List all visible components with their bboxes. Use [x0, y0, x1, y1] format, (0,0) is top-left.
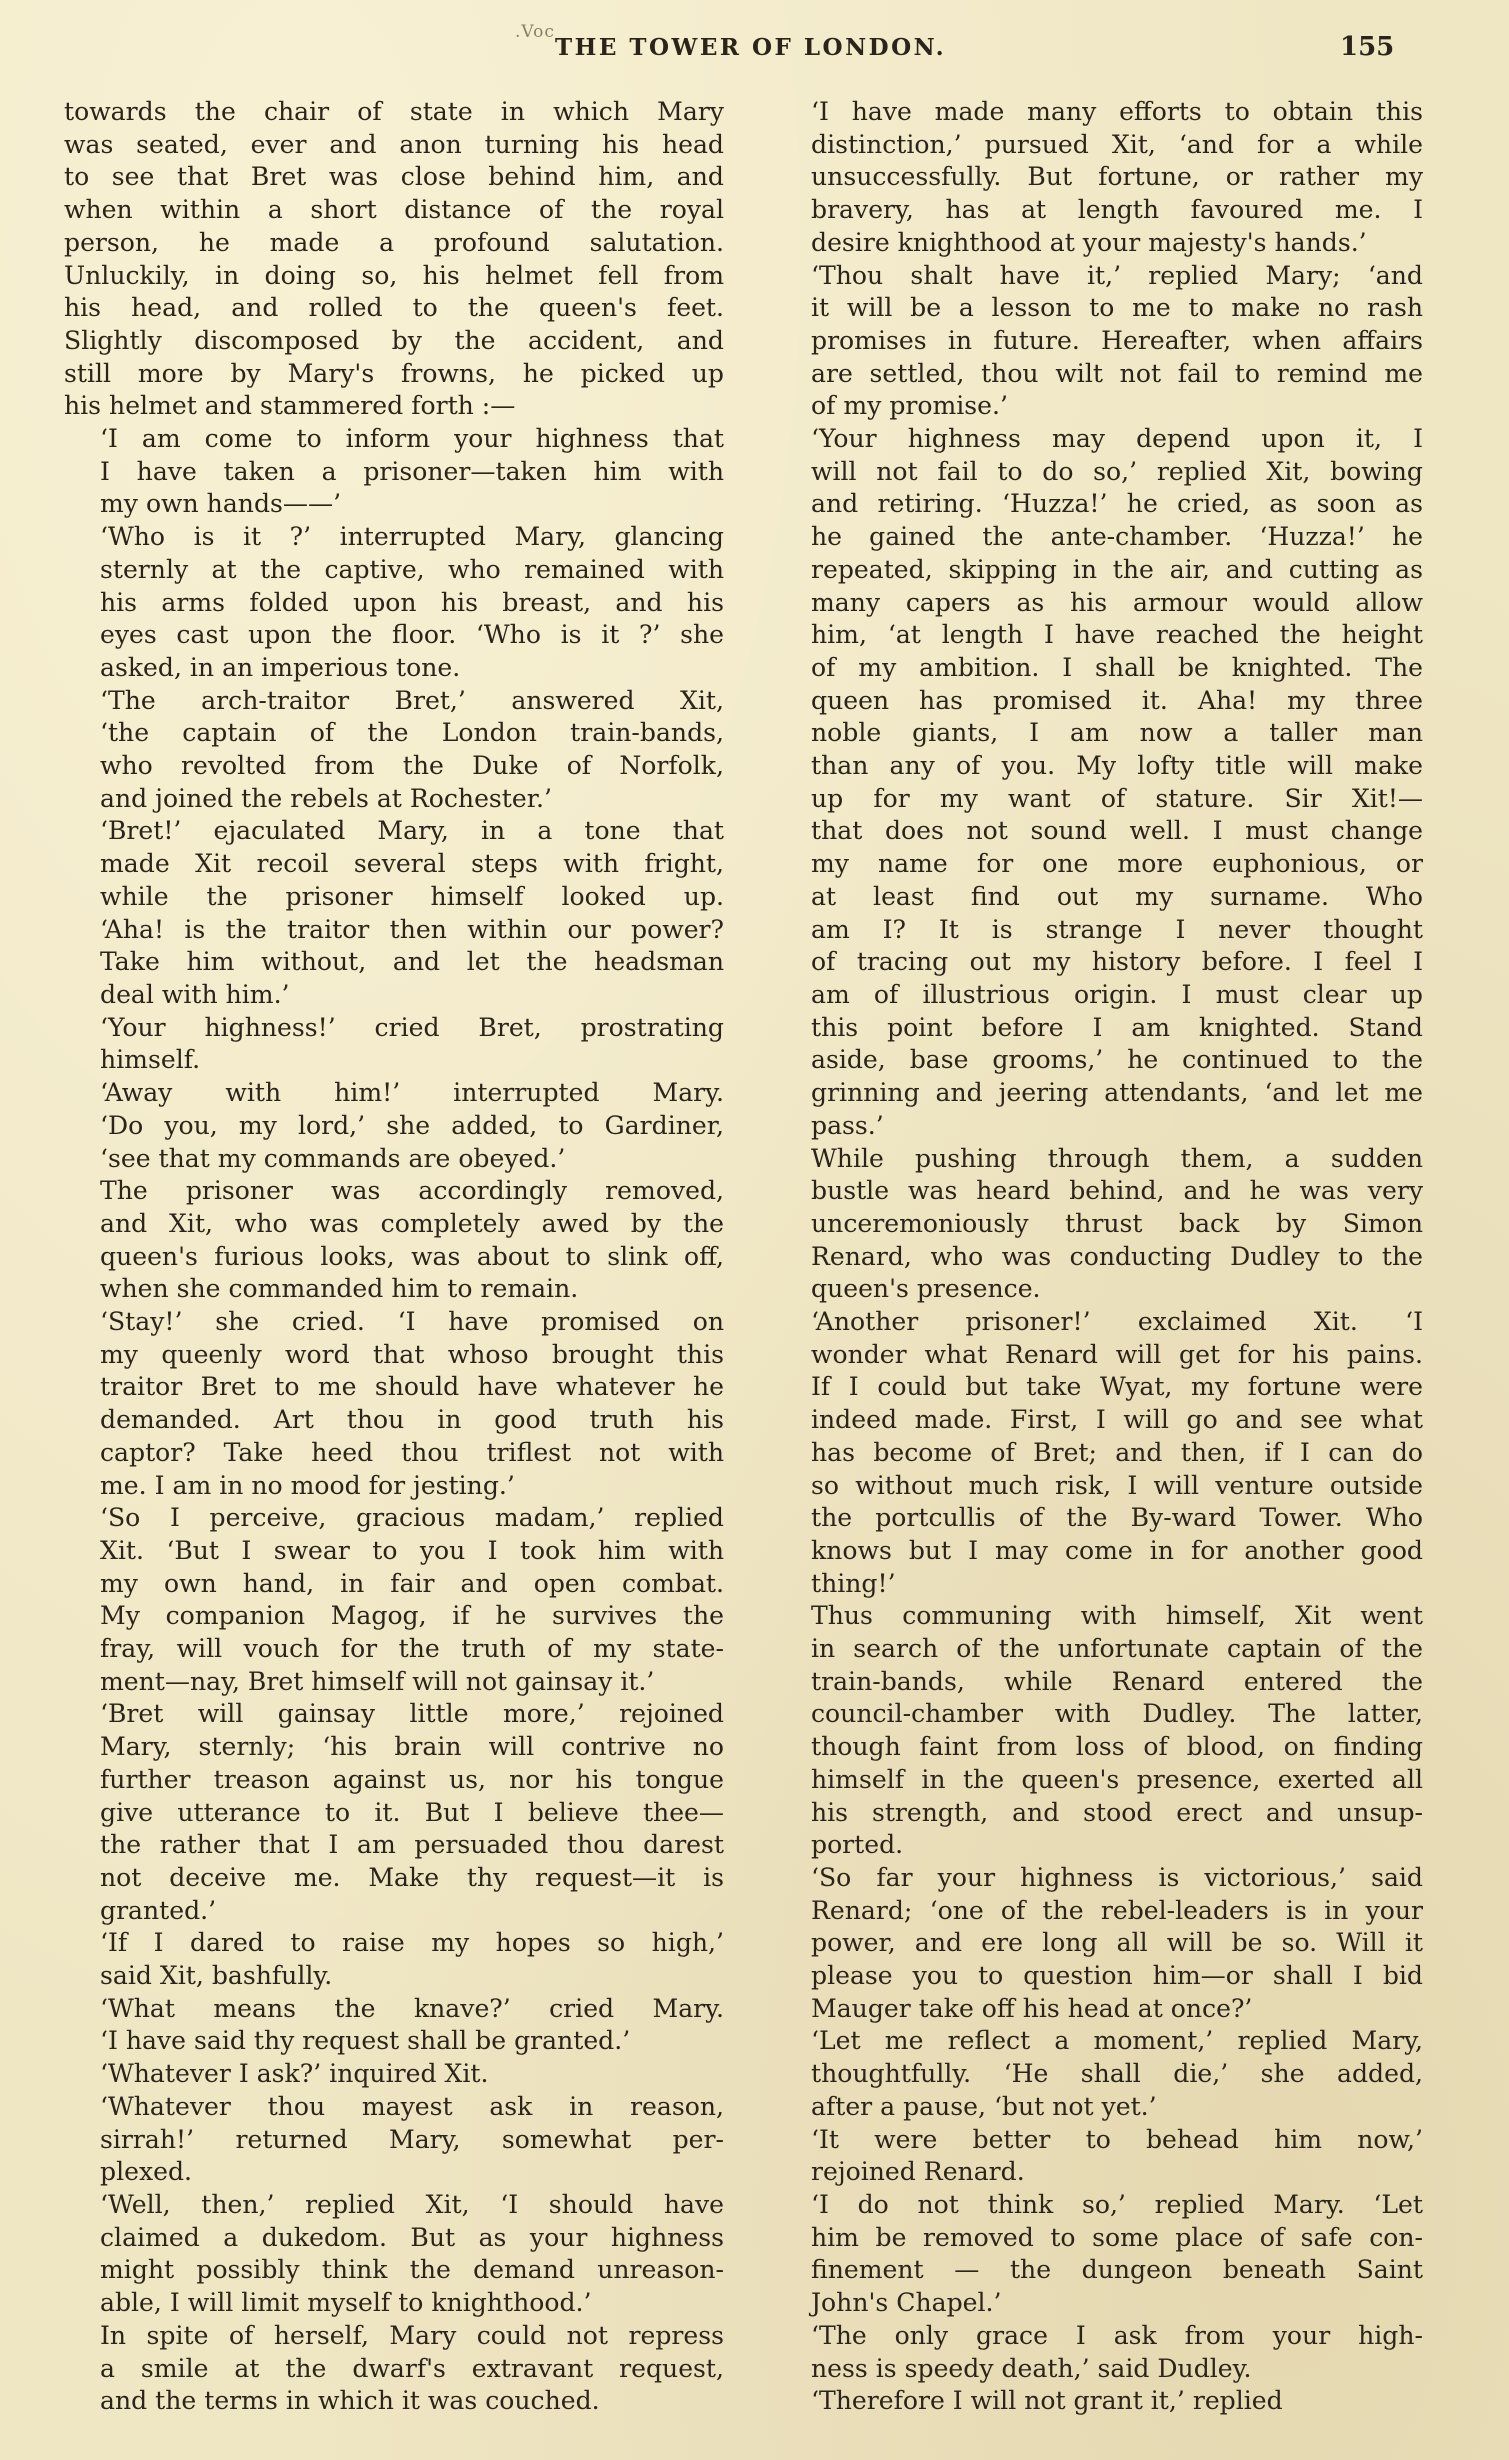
text-line: ‘I am come to inform your highness that	[100, 424, 724, 454]
text-line: indeed made. First, I will go and see what	[811, 1405, 1423, 1435]
text-line: sternly at the captive, who remained with	[100, 554, 724, 584]
text-line: John's Chapel.’	[811, 2288, 1002, 2318]
text-line: further treason against us, nor his tongue	[100, 1764, 724, 1794]
text-line: ‘Another prisoner!’ exclaimed Xit. ‘I	[811, 1307, 1423, 1337]
page-number: 155	[1340, 32, 1395, 62]
text-line: who revolted from the Duke of Norfolk,	[100, 751, 724, 781]
text-line: queen's presence.	[811, 1274, 1041, 1304]
paragraph	[64, 423, 724, 521]
running-head: THE TOWER OF LONDON.	[555, 34, 947, 61]
text-line: knows but I may come in for another good	[811, 1535, 1423, 1565]
text-line: ‘Your highness may depend upon it, I	[811, 424, 1423, 454]
text-line: still more by Mary's frowns, he picked up	[64, 358, 724, 388]
text-line: ‘see that my commands are obeyed.’	[100, 1143, 566, 1173]
text-line: so without much risk, I will venture outside	[811, 1470, 1423, 1500]
paragraph	[775, 2025, 1423, 2123]
text-line: bustle was heard behind, and he was very	[811, 1176, 1423, 1206]
text-line: his head, and rolled to the queen's feet.	[64, 293, 724, 323]
text-line: plexed.	[100, 2157, 192, 2187]
text-line: ‘Therefore I will not grant it,’ replied	[811, 2386, 1283, 2416]
text-line: captor? Take heed thou triflest not with	[100, 1437, 724, 1467]
text-line: his helmet and stammered forth :—	[64, 391, 516, 421]
text-line: fray, will vouch for the truth of my state-	[100, 1634, 724, 1664]
paragraph	[64, 1306, 724, 1502]
text-line: train-bands, while Renard entered the	[811, 1666, 1423, 1696]
text-line: his strength, and stood erect and unsup-	[811, 1797, 1423, 1827]
text-line: has become of Bret; and then, if I can do	[811, 1437, 1423, 1467]
text-line: My companion Magog, if he survives the	[100, 1601, 724, 1631]
text-line: Xit. ‘But I swear to you I took him with	[100, 1535, 724, 1565]
text-line: ‘Your highness!’ cried Bret, prostrating	[100, 1012, 724, 1042]
text-line: Unluckily, in doing so, his helmet fell from	[64, 260, 724, 290]
paragraph	[775, 1600, 1423, 1862]
text-line: noble giants, I am now a taller man	[811, 718, 1423, 748]
text-line: distinction,’ pursued Xit, ‘and for a while	[811, 129, 1423, 159]
text-line: ‘Bret!’ ejaculated Mary, in a tone that	[100, 816, 724, 846]
text-line: are settled, thou wilt not fail to remind me	[811, 358, 1423, 388]
text-line: himself.	[100, 1045, 201, 1075]
paragraph	[64, 1175, 724, 1306]
paragraph	[64, 815, 724, 1011]
text-line: am of illustrious origin. I must clear up	[811, 979, 1423, 1009]
text-line: of my ambition. I shall be knighted. The	[811, 652, 1423, 682]
text-line: ‘Aha! is the traitor then within our power?	[100, 914, 724, 944]
paragraph	[64, 521, 724, 685]
folio-mark: .Voc	[515, 22, 555, 42]
text-line: Renard, who was conducting Dudley to the	[811, 1241, 1423, 1271]
text-line: sirrah!’ returned Mary, somewhat per-	[100, 2124, 724, 2154]
text-line: than any of you. My lofty title will make	[811, 751, 1423, 781]
text-line: Slightly discomposed by the accident, and	[64, 325, 724, 355]
text-line: his arms folded upon his breast, and his	[100, 587, 724, 617]
text-line: ‘Well, then,’ replied Xit, ‘I should have	[100, 2190, 724, 2219]
text-line: person, he made a profound salutation.	[64, 227, 724, 257]
text-line: ‘Do you, my lord,’ she added, to Gardiner,	[100, 1110, 724, 1140]
text-line: Thus communing with himself, Xit went	[811, 1601, 1423, 1631]
text-line: a smile at the dwarf's extravant request,	[100, 2353, 724, 2383]
paragraph	[64, 1698, 724, 1927]
text-line: himself in the queen's presence, exerted all	[811, 1764, 1423, 1794]
text-line: my own hand, in fair and open combat.	[100, 1568, 724, 1598]
text-line: ‘the captain of the London train-bands,	[100, 718, 724, 748]
paragraph	[775, 2385, 1423, 2418]
text-line: and the terms in which it was couched.	[100, 2386, 600, 2416]
text-line: ‘What means the knave?’ cried Mary.	[100, 1993, 724, 2023]
text-line: when she commanded him to remain.	[100, 1274, 579, 1304]
text-line: ‘It were better to behead him now,’	[811, 2124, 1423, 2154]
text-line: ness is speedy death,’ said Dudley.	[811, 2353, 1252, 2383]
text-line: wonder what Renard will get for his pains.	[811, 1339, 1423, 1369]
text-line: granted.’	[100, 1895, 217, 1925]
text-line: able, I will limit myself to knighthood.’	[100, 2288, 592, 2318]
text-line: unceremoniously thrust back by Simon	[811, 1208, 1423, 1238]
paragraph	[775, 1862, 1423, 2026]
text-line: was seated, ever and anon turning his head	[64, 129, 724, 159]
paragraph	[64, 1012, 724, 1077]
text-line: ‘Whatever thou mayest ask in reason,	[100, 2091, 724, 2121]
text-line: made Xit recoil several steps with fright,	[100, 849, 724, 879]
text-line: traitor Bret to me should have whatever he	[100, 1372, 724, 1402]
paragraph	[775, 423, 1423, 1142]
text-line: Mauger take off his head at once?’	[811, 1993, 1253, 2023]
text-line: ‘So far your highness is victorious,’ said	[811, 1862, 1423, 1892]
text-line: Mary, sternly; ‘his brain will contrive no	[100, 1732, 724, 1762]
text-line: If I could but take Wyat, my fortune were	[811, 1372, 1423, 1402]
text-line: not deceive me. Make thy request—it is	[100, 1862, 724, 1892]
text-line: unsuccessfully. But fortune, or rather my	[811, 162, 1423, 192]
text-line: demanded. Art thou in good truth his	[100, 1405, 724, 1435]
text-line: the portcullis of the By-ward Tower. Who	[811, 1503, 1423, 1533]
text-line: my own hands——’	[100, 489, 342, 519]
text-line: it will be a lesson to me to make no rash	[811, 293, 1423, 323]
text-line: after a pause, ‘but not yet.’	[811, 2091, 1157, 2121]
text-line: ‘Bret will gainsay little more,’ rejoined	[100, 1699, 724, 1729]
text-line: and joined the rebels at Rochester.’	[100, 783, 552, 813]
text-line: him be removed to some place of safe con-	[811, 2222, 1423, 2252]
text-line: many capers as his armour would allow	[811, 587, 1423, 617]
text-line: queen has promised it. Aha! my three	[811, 685, 1423, 715]
text-line: queen's furious looks, was about to slink off,	[100, 1241, 724, 1271]
text-line: asked, in an imperious tone.	[100, 652, 461, 682]
text-line: up for my want of stature. Sir Xit!—	[811, 783, 1423, 813]
text-line: ‘The only grace I ask from your high-	[811, 2320, 1423, 2350]
text-line: ported.	[811, 1830, 904, 1860]
text-line: I have taken a prisoner—taken him with	[100, 456, 724, 486]
text-line: ‘Away with him!’ interrupted Mary.	[100, 1078, 724, 1108]
paragraph	[64, 2091, 724, 2189]
paragraph	[64, 1993, 724, 2058]
text-line: my name for one more euphonious, or	[811, 849, 1423, 879]
text-line: aside, base grooms,’ he continued to the	[811, 1045, 1423, 1075]
text-line: While pushing through them, a sudden	[811, 1143, 1423, 1173]
text-line: ‘Thou shalt have it,’ replied Mary; ‘and	[811, 260, 1423, 290]
text-line: eyes cast upon the floor. ‘Who is it ?’ she	[100, 620, 724, 650]
text-line: in search of the unfortunate captain of the	[811, 1634, 1423, 1664]
paragraph	[775, 260, 1423, 424]
text-line: though faint from loss of blood, on finding	[811, 1732, 1423, 1762]
text-line: ‘Who is it ?’ interrupted Mary, glancing	[100, 522, 724, 552]
text-line: said Xit, bashfully.	[100, 1961, 333, 1991]
text-line: am I? It is strange I never thought	[811, 914, 1423, 944]
text-line: ‘Stay!’ she cried. ‘I have promised on	[100, 1307, 724, 1337]
text-line: towards the chair of state in which Mary	[64, 97, 724, 126]
text-line: give utterance to it. But I believe thee—	[100, 1797, 724, 1827]
paragraph	[64, 1077, 724, 1175]
text-line: ‘The arch-traitor Bret,’ answered Xit,	[100, 685, 724, 715]
paragraph	[775, 96, 1423, 260]
text-line: ‘Let me reflect a moment,’ replied Mary,	[811, 2026, 1423, 2056]
text-line: bravery, has at length favoured me. I	[811, 195, 1423, 225]
text-line: might possibly think the demand unreason-	[100, 2255, 724, 2285]
paragraph	[64, 2320, 724, 2418]
text-line: ‘Whatever I ask?’ inquired Xit.	[100, 2059, 489, 2089]
text-line: my queenly word that whoso brought this	[100, 1339, 724, 1369]
left-text-column	[64, 96, 724, 2418]
paragraph	[775, 2189, 1423, 2320]
text-line: council-chamber with Dudley. The latter,	[811, 1699, 1423, 1729]
text-line: claimed a dukedom. But as your highness	[100, 2222, 724, 2252]
text-line: ‘So I perceive, gracious madam,’ replied	[100, 1503, 724, 1533]
text-line: and retiring. ‘Huzza!’ he cried, as soon as	[811, 489, 1423, 519]
text-line: ‘I have made many efforts to obtain this	[811, 97, 1423, 126]
text-line: In spite of herself, Mary could not repress	[100, 2320, 724, 2350]
text-line: thoughtfully. ‘He shall die,’ she added,	[811, 2059, 1423, 2089]
text-line: of my promise.’	[811, 391, 1008, 421]
text-line: Take him without, and let the headsman	[100, 947, 724, 977]
text-line: this point before I am knighted. Stand	[811, 1012, 1423, 1042]
paragraph	[64, 2058, 724, 2091]
paragraph	[64, 1927, 724, 1992]
text-line: when within a short distance of the royal	[64, 195, 724, 225]
text-line: thing!’	[811, 1568, 896, 1598]
text-line: pass.’	[811, 1110, 884, 1140]
right-text-column	[775, 96, 1423, 2418]
text-line: him, ‘at length I have reached the height	[811, 620, 1423, 650]
text-line: finement — the dungeon beneath Saint	[811, 2255, 1423, 2285]
text-line: to see that Bret was close behind him, and	[64, 162, 724, 192]
text-line: ‘I do not think so,’ replied Mary. ‘Let	[811, 2190, 1423, 2219]
text-line: deal with him.’	[100, 979, 290, 1009]
text-line: grinning and jeering attendants, ‘and let me	[811, 1078, 1423, 1108]
text-line: and Xit, who was completely awed by the	[100, 1208, 724, 1238]
paragraph	[775, 2320, 1423, 2385]
text-line: while the prisoner himself looked up.	[100, 881, 724, 911]
text-line: that does not sound well. I must change	[811, 816, 1423, 846]
text-line: repeated, skipping in the air, and cutting as	[811, 554, 1423, 584]
paragraph	[64, 1502, 724, 1698]
text-line: at least find out my surname. Who	[811, 881, 1423, 911]
paragraph	[64, 96, 724, 423]
text-line: power, and ere long all will be so. Will it	[811, 1928, 1423, 1958]
text-line: rejoined Renard.	[811, 2157, 1025, 2187]
text-line: me. I am in no mood for jesting.’	[100, 1470, 515, 1500]
text-line: Renard; ‘one of the rebel-leaders is in your	[811, 1895, 1423, 1925]
paragraph	[775, 2124, 1423, 2189]
text-line: ment—nay, Bret himself will not gainsay it.’	[100, 1666, 655, 1696]
paragraph	[64, 685, 724, 816]
text-line: he gained the ante-chamber. ‘Huzza!’ he	[811, 522, 1423, 552]
text-line: will not fail to do so,’ replied Xit, bowing	[811, 456, 1423, 486]
paragraph	[775, 1143, 1423, 1307]
paragraph	[775, 1306, 1423, 1600]
text-line: the rather that I am persuaded thou darest	[100, 1830, 724, 1860]
text-line: of tracing out my history before. I feel I	[811, 947, 1423, 977]
page-header	[0, 22, 1509, 72]
text-line: ‘If I dared to raise my hopes so high,’	[100, 1928, 724, 1958]
text-line: please you to question him—or shall I bid	[811, 1961, 1423, 1991]
text-line: promises in future. Hereafter, when affairs	[811, 325, 1423, 355]
text-line: The prisoner was accordingly removed,	[100, 1176, 724, 1206]
text-line: desire knighthood at your majesty's hands.’	[811, 227, 1367, 257]
paragraph	[64, 2189, 724, 2320]
text-line: ‘I have said thy request shall be granted.’	[100, 2026, 631, 2056]
